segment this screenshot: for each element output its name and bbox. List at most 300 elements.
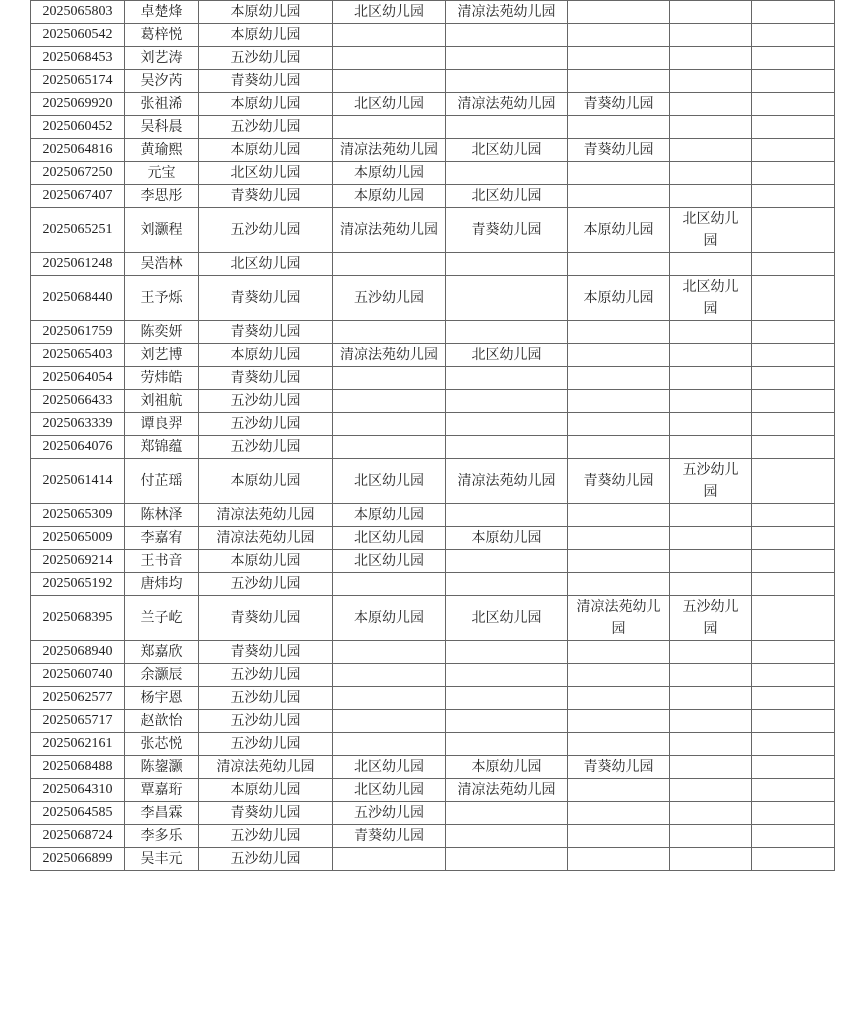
- choice-1-cell: 清凉法苑幼儿园: [199, 527, 333, 550]
- student-id-cell: 2025066899: [31, 848, 125, 871]
- table-row: [31, 436, 835, 459]
- choice-1-cell: 本原幼儿园: [199, 139, 333, 162]
- student-id-cell: 2025068453: [31, 47, 125, 70]
- student-name-cell: 葛梓悦: [125, 24, 199, 47]
- choice-5-cell: [670, 390, 752, 413]
- choice-5-cell: [670, 733, 752, 756]
- choice-3-cell: 北区幼儿园: [446, 139, 568, 162]
- student-id-cell: 2025069214: [31, 550, 125, 573]
- choice-5-cell: [670, 710, 752, 733]
- choice-2-cell: [333, 24, 446, 47]
- table-container: [30, 0, 834, 871]
- student-id-cell: 2025061759: [31, 321, 125, 344]
- choice-1-cell: 本原幼儿园: [199, 93, 333, 116]
- choice-2-cell: 五沙幼儿园: [333, 802, 446, 825]
- student-name-cell: 杨宇恩: [125, 687, 199, 710]
- extra-cell: [752, 413, 835, 436]
- choice-1-cell: 青葵幼儿园: [199, 321, 333, 344]
- choice-4-cell: [568, 436, 670, 459]
- choice-1-cell: 青葵幼儿园: [199, 276, 333, 321]
- student-id-cell: 2025062577: [31, 687, 125, 710]
- choice-4-cell: [568, 710, 670, 733]
- extra-cell: [752, 276, 835, 321]
- choice-1-cell: 五沙幼儿园: [199, 733, 333, 756]
- student-id-cell: 2025065251: [31, 208, 125, 253]
- choice-3-cell: 北区幼儿园: [446, 596, 568, 641]
- extra-cell: [752, 733, 835, 756]
- choice-2-cell: [333, 641, 446, 664]
- student-id-cell: 2025063339: [31, 413, 125, 436]
- table-row: [31, 779, 835, 802]
- extra-cell: [752, 321, 835, 344]
- student-name-cell: 李昌霖: [125, 802, 199, 825]
- choice-4-cell: [568, 344, 670, 367]
- choice-4-cell: [568, 162, 670, 185]
- extra-cell: [752, 24, 835, 47]
- student-name-cell: 郑嘉欣: [125, 641, 199, 664]
- student-id-cell: 2025061248: [31, 253, 125, 276]
- choice-2-cell: [333, 413, 446, 436]
- choice-3-cell: [446, 162, 568, 185]
- choice-4-cell: [568, 848, 670, 871]
- extra-cell: [752, 687, 835, 710]
- student-name-cell: 陈林泽: [125, 504, 199, 527]
- choice-2-cell: [333, 47, 446, 70]
- choice-4-cell: 青葵幼儿园: [568, 93, 670, 116]
- choice-5-cell: [670, 687, 752, 710]
- choice-1-cell: 五沙幼儿园: [199, 208, 333, 253]
- extra-cell: [752, 641, 835, 664]
- choice-4-cell: [568, 47, 670, 70]
- student-name-cell: 陈鋆灏: [125, 756, 199, 779]
- choice-5-cell: [670, 162, 752, 185]
- choice-5-cell: [670, 321, 752, 344]
- choice-1-cell: 青葵幼儿园: [199, 367, 333, 390]
- choice-2-cell: [333, 733, 446, 756]
- choice-3-cell: 本原幼儿园: [446, 756, 568, 779]
- choice-5-cell: [670, 527, 752, 550]
- student-id-cell: 2025064054: [31, 367, 125, 390]
- student-name-cell: 刘灏程: [125, 208, 199, 253]
- choice-2-cell: [333, 848, 446, 871]
- table-row: [31, 47, 835, 70]
- table-row: [31, 1, 835, 24]
- student-name-cell: 李思彤: [125, 185, 199, 208]
- table-row: [31, 24, 835, 47]
- choice-1-cell: 五沙幼儿园: [199, 687, 333, 710]
- choice-5-cell: [670, 70, 752, 93]
- choice-3-cell: [446, 733, 568, 756]
- choice-2-cell: 北区幼儿园: [333, 779, 446, 802]
- student-id-cell: 2025065403: [31, 344, 125, 367]
- student-name-cell: 覃嘉珩: [125, 779, 199, 802]
- choice-5-cell: 五沙幼儿园: [670, 596, 752, 641]
- choice-3-cell: [446, 390, 568, 413]
- choice-4-cell: [568, 779, 670, 802]
- choice-3-cell: [446, 664, 568, 687]
- student-name-cell: 刘祖航: [125, 390, 199, 413]
- choice-1-cell: 五沙幼儿园: [199, 413, 333, 436]
- table-row: [31, 276, 835, 321]
- choice-2-cell: 清凉法苑幼儿园: [333, 139, 446, 162]
- extra-cell: [752, 185, 835, 208]
- extra-cell: [752, 162, 835, 185]
- table-row: [31, 344, 835, 367]
- choice-4-cell: 青葵幼儿园: [568, 756, 670, 779]
- choice-3-cell: [446, 413, 568, 436]
- choice-1-cell: 本原幼儿园: [199, 344, 333, 367]
- table-row: [31, 459, 835, 504]
- choice-4-cell: [568, 504, 670, 527]
- choice-4-cell: [568, 367, 670, 390]
- extra-cell: [752, 139, 835, 162]
- student-name-cell: 刘艺涛: [125, 47, 199, 70]
- choice-1-cell: 五沙幼儿园: [199, 390, 333, 413]
- choice-3-cell: [446, 573, 568, 596]
- extra-cell: [752, 344, 835, 367]
- choice-3-cell: 清凉法苑幼儿园: [446, 459, 568, 504]
- choice-5-cell: [670, 139, 752, 162]
- choice-5-cell: [670, 641, 752, 664]
- table-row: [31, 687, 835, 710]
- student-name-cell: 黄瑜熙: [125, 139, 199, 162]
- choice-4-cell: [568, 70, 670, 93]
- choice-3-cell: [446, 710, 568, 733]
- table-row: [31, 550, 835, 573]
- student-name-cell: 郑锦蕴: [125, 436, 199, 459]
- choice-5-cell: [670, 24, 752, 47]
- extra-cell: [752, 436, 835, 459]
- choice-3-cell: [446, 641, 568, 664]
- student-name-cell: 吴丰元: [125, 848, 199, 871]
- choice-4-cell: 青葵幼儿园: [568, 139, 670, 162]
- student-name-cell: 张芯悦: [125, 733, 199, 756]
- student-name-cell: 兰子屹: [125, 596, 199, 641]
- choice-5-cell: [670, 116, 752, 139]
- table-row: [31, 321, 835, 344]
- choice-4-cell: [568, 116, 670, 139]
- choice-2-cell: 北区幼儿园: [333, 1, 446, 24]
- extra-cell: [752, 367, 835, 390]
- table-row: [31, 504, 835, 527]
- choice-4-cell: 本原幼儿园: [568, 276, 670, 321]
- choice-2-cell: [333, 70, 446, 93]
- student-id-cell: 2025068488: [31, 756, 125, 779]
- student-id-cell: 2025068940: [31, 641, 125, 664]
- student-name-cell: 卓楚烽: [125, 1, 199, 24]
- choice-3-cell: [446, 47, 568, 70]
- choice-1-cell: 本原幼儿园: [199, 1, 333, 24]
- choice-1-cell: 本原幼儿园: [199, 24, 333, 47]
- choice-5-cell: [670, 1, 752, 24]
- choice-3-cell: 清凉法苑幼儿园: [446, 93, 568, 116]
- choice-5-cell: [670, 344, 752, 367]
- choice-1-cell: 清凉法苑幼儿园: [199, 756, 333, 779]
- table-row: [31, 93, 835, 116]
- student-name-cell: 张祖浠: [125, 93, 199, 116]
- choice-1-cell: 青葵幼儿园: [199, 70, 333, 93]
- choice-4-cell: [568, 641, 670, 664]
- choice-4-cell: [568, 573, 670, 596]
- student-name-cell: 劳炜皓: [125, 367, 199, 390]
- student-id-cell: 2025068440: [31, 276, 125, 321]
- student-id-cell: 2025069920: [31, 93, 125, 116]
- choice-5-cell: [670, 185, 752, 208]
- student-id-cell: 2025068724: [31, 825, 125, 848]
- student-name-cell: 付芷瑶: [125, 459, 199, 504]
- choice-3-cell: [446, 802, 568, 825]
- table-row: [31, 733, 835, 756]
- student-name-cell: 刘艺博: [125, 344, 199, 367]
- table-body: [31, 1, 835, 871]
- choice-2-cell: 本原幼儿园: [333, 162, 446, 185]
- choice-4-cell: [568, 413, 670, 436]
- table-row: [31, 413, 835, 436]
- choice-2-cell: 北区幼儿园: [333, 550, 446, 573]
- table-row: [31, 641, 835, 664]
- choice-5-cell: [670, 413, 752, 436]
- table-row: [31, 70, 835, 93]
- student-id-cell: 2025064585: [31, 802, 125, 825]
- choice-3-cell: [446, 321, 568, 344]
- choice-4-cell: [568, 321, 670, 344]
- choice-1-cell: 青葵幼儿园: [199, 802, 333, 825]
- choice-1-cell: 五沙幼儿园: [199, 116, 333, 139]
- choice-1-cell: 五沙幼儿园: [199, 825, 333, 848]
- table-row: [31, 390, 835, 413]
- choice-2-cell: [333, 664, 446, 687]
- student-name-cell: 陈奕妍: [125, 321, 199, 344]
- choice-5-cell: [670, 47, 752, 70]
- choice-5-cell: 北区幼儿园: [670, 208, 752, 253]
- extra-cell: [752, 504, 835, 527]
- table-row: [31, 802, 835, 825]
- student-id-cell: 2025065192: [31, 573, 125, 596]
- choice-1-cell: 五沙幼儿园: [199, 664, 333, 687]
- choice-1-cell: 五沙幼儿园: [199, 848, 333, 871]
- choice-2-cell: [333, 321, 446, 344]
- table-row: [31, 116, 835, 139]
- choice-4-cell: 清凉法苑幼儿园: [568, 596, 670, 641]
- choice-4-cell: [568, 1, 670, 24]
- choice-3-cell: 清凉法苑幼儿园: [446, 1, 568, 24]
- student-name-cell: 谭良羿: [125, 413, 199, 436]
- choice-1-cell: 青葵幼儿园: [199, 185, 333, 208]
- student-name-cell: 王予烁: [125, 276, 199, 321]
- choice-3-cell: [446, 253, 568, 276]
- extra-cell: [752, 390, 835, 413]
- extra-cell: [752, 802, 835, 825]
- student-id-cell: 2025067407: [31, 185, 125, 208]
- choice-4-cell: [568, 253, 670, 276]
- extra-cell: [752, 527, 835, 550]
- choice-2-cell: [333, 710, 446, 733]
- choice-2-cell: [333, 573, 446, 596]
- student-id-cell: 2025065717: [31, 710, 125, 733]
- extra-cell: [752, 848, 835, 871]
- table-row: [31, 367, 835, 390]
- student-name-cell: 吴浩林: [125, 253, 199, 276]
- choice-5-cell: [670, 779, 752, 802]
- choice-2-cell: 北区幼儿园: [333, 756, 446, 779]
- table-row: [31, 162, 835, 185]
- student-name-cell: 李嘉宥: [125, 527, 199, 550]
- choice-1-cell: 五沙幼儿园: [199, 47, 333, 70]
- choice-1-cell: 青葵幼儿园: [199, 596, 333, 641]
- choice-5-cell: [670, 848, 752, 871]
- choice-1-cell: 五沙幼儿园: [199, 436, 333, 459]
- table-row: [31, 596, 835, 641]
- student-id-cell: 2025064310: [31, 779, 125, 802]
- table-row: [31, 848, 835, 871]
- student-id-cell: 2025064816: [31, 139, 125, 162]
- table-row: [31, 208, 835, 253]
- table-row: [31, 185, 835, 208]
- choice-5-cell: 五沙幼儿园: [670, 459, 752, 504]
- student-name-cell: 吴科晨: [125, 116, 199, 139]
- choice-4-cell: [568, 550, 670, 573]
- choice-2-cell: [333, 116, 446, 139]
- extra-cell: [752, 459, 835, 504]
- choice-1-cell: 青葵幼儿园: [199, 641, 333, 664]
- choice-2-cell: 北区幼儿园: [333, 93, 446, 116]
- student-name-cell: 元宝: [125, 162, 199, 185]
- choice-3-cell: 北区幼儿园: [446, 344, 568, 367]
- choice-4-cell: [568, 390, 670, 413]
- table-row: [31, 253, 835, 276]
- student-name-cell: 王书音: [125, 550, 199, 573]
- choice-2-cell: 清凉法苑幼儿园: [333, 344, 446, 367]
- student-id-cell: 2025065009: [31, 527, 125, 550]
- choice-5-cell: [670, 573, 752, 596]
- table-row: [31, 527, 835, 550]
- enrollment-table: [30, 0, 835, 871]
- choice-5-cell: [670, 367, 752, 390]
- choice-4-cell: [568, 687, 670, 710]
- choice-3-cell: [446, 116, 568, 139]
- choice-5-cell: 北区幼儿园: [670, 276, 752, 321]
- choice-3-cell: 本原幼儿园: [446, 527, 568, 550]
- extra-cell: [752, 253, 835, 276]
- extra-cell: [752, 596, 835, 641]
- choice-1-cell: 五沙幼儿园: [199, 710, 333, 733]
- choice-1-cell: 北区幼儿园: [199, 253, 333, 276]
- choice-2-cell: [333, 390, 446, 413]
- choice-3-cell: [446, 24, 568, 47]
- choice-1-cell: 本原幼儿园: [199, 779, 333, 802]
- choice-3-cell: [446, 436, 568, 459]
- student-name-cell: 赵歆怡: [125, 710, 199, 733]
- table-row: [31, 573, 835, 596]
- choice-3-cell: [446, 504, 568, 527]
- extra-cell: [752, 1, 835, 24]
- extra-cell: [752, 47, 835, 70]
- choice-5-cell: [670, 504, 752, 527]
- choice-3-cell: [446, 276, 568, 321]
- extra-cell: [752, 116, 835, 139]
- choice-2-cell: [333, 687, 446, 710]
- choice-2-cell: 清凉法苑幼儿园: [333, 208, 446, 253]
- choice-5-cell: [670, 756, 752, 779]
- choice-5-cell: [670, 436, 752, 459]
- table-row: [31, 710, 835, 733]
- extra-cell: [752, 550, 835, 573]
- student-id-cell: 2025066433: [31, 390, 125, 413]
- choice-1-cell: 本原幼儿园: [199, 550, 333, 573]
- choice-2-cell: 五沙幼儿园: [333, 276, 446, 321]
- student-id-cell: 2025065803: [31, 1, 125, 24]
- student-id-cell: 2025061414: [31, 459, 125, 504]
- choice-4-cell: 青葵幼儿园: [568, 459, 670, 504]
- student-id-cell: 2025065309: [31, 504, 125, 527]
- choice-5-cell: [670, 550, 752, 573]
- choice-4-cell: [568, 185, 670, 208]
- choice-2-cell: [333, 253, 446, 276]
- extra-cell: [752, 93, 835, 116]
- choice-2-cell: 本原幼儿园: [333, 596, 446, 641]
- choice-4-cell: [568, 802, 670, 825]
- student-name-cell: 吴汐芮: [125, 70, 199, 93]
- choice-3-cell: 清凉法苑幼儿园: [446, 779, 568, 802]
- extra-cell: [752, 710, 835, 733]
- extra-cell: [752, 756, 835, 779]
- student-id-cell: 2025060452: [31, 116, 125, 139]
- choice-2-cell: 北区幼儿园: [333, 527, 446, 550]
- choice-3-cell: [446, 550, 568, 573]
- table-row: [31, 139, 835, 162]
- extra-cell: [752, 573, 835, 596]
- student-id-cell: 2025060740: [31, 664, 125, 687]
- table-row: [31, 664, 835, 687]
- student-name-cell: 唐炜均: [125, 573, 199, 596]
- choice-5-cell: [670, 825, 752, 848]
- choice-2-cell: 本原幼儿园: [333, 185, 446, 208]
- extra-cell: [752, 664, 835, 687]
- choice-3-cell: [446, 825, 568, 848]
- choice-3-cell: 青葵幼儿园: [446, 208, 568, 253]
- choice-1-cell: 清凉法苑幼儿园: [199, 504, 333, 527]
- choice-3-cell: [446, 367, 568, 390]
- choice-2-cell: 北区幼儿园: [333, 459, 446, 504]
- choice-5-cell: [670, 93, 752, 116]
- choice-5-cell: [670, 802, 752, 825]
- choice-2-cell: 青葵幼儿园: [333, 825, 446, 848]
- choice-3-cell: [446, 70, 568, 93]
- student-name-cell: 李多乐: [125, 825, 199, 848]
- extra-cell: [752, 779, 835, 802]
- choice-4-cell: [568, 527, 670, 550]
- student-id-cell: 2025060542: [31, 24, 125, 47]
- table-row: [31, 756, 835, 779]
- choice-2-cell: 本原幼儿园: [333, 504, 446, 527]
- choice-3-cell: [446, 687, 568, 710]
- choice-1-cell: 北区幼儿园: [199, 162, 333, 185]
- choice-4-cell: [568, 825, 670, 848]
- student-name-cell: 余灏辰: [125, 664, 199, 687]
- choice-1-cell: 五沙幼儿园: [199, 573, 333, 596]
- extra-cell: [752, 70, 835, 93]
- choice-5-cell: [670, 664, 752, 687]
- choice-4-cell: 本原幼儿园: [568, 208, 670, 253]
- choice-3-cell: 北区幼儿园: [446, 185, 568, 208]
- choice-5-cell: [670, 253, 752, 276]
- choice-4-cell: [568, 733, 670, 756]
- student-id-cell: 2025068395: [31, 596, 125, 641]
- choice-4-cell: [568, 664, 670, 687]
- extra-cell: [752, 825, 835, 848]
- choice-2-cell: [333, 436, 446, 459]
- student-id-cell: 2025062161: [31, 733, 125, 756]
